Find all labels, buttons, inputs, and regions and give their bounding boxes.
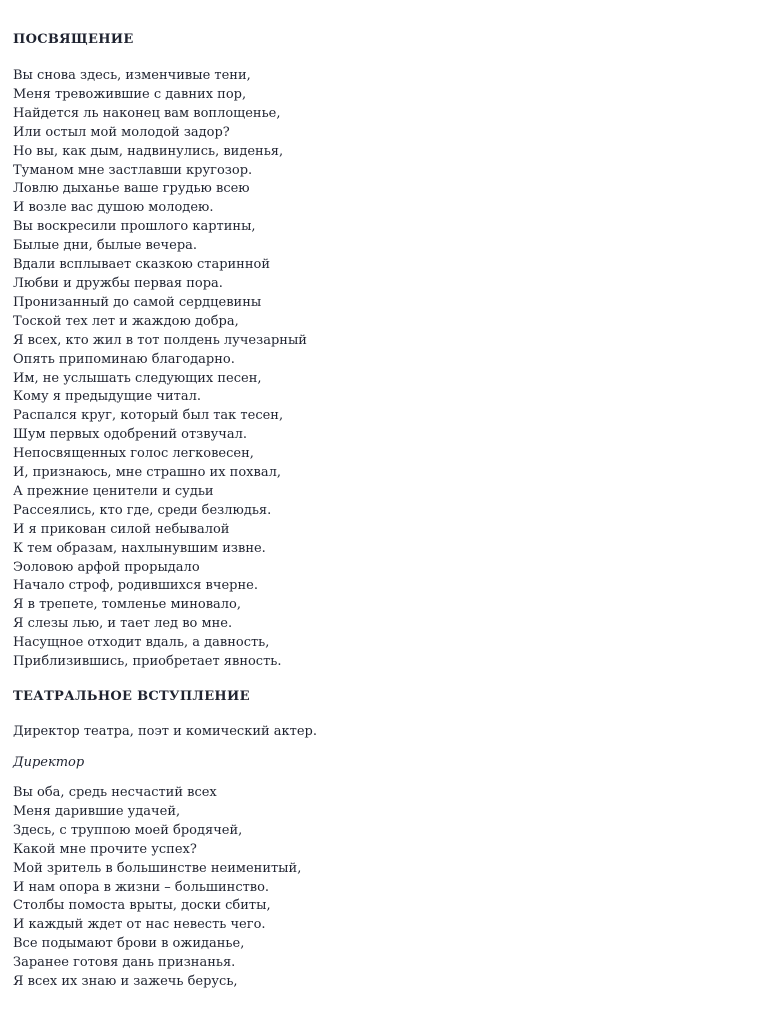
speaker-name: Директор bbox=[13, 755, 85, 770]
poem-stanza-prologue bbox=[13, 784, 755, 992]
poem-line: Вы воскресили прошлого картины, bbox=[13, 219, 256, 235]
poem-line: И я прикован силой небывалой bbox=[13, 521, 230, 537]
poem-line: Вы снова здесь, изменчивые тени, bbox=[13, 68, 251, 83]
poem-line: Насущное отходит вдаль, а давность, bbox=[13, 635, 270, 651]
poem-line: Им, не услышать следующих песен, bbox=[13, 370, 262, 386]
poem-line: Я всех, кто жил в тот полдень лучезарный bbox=[13, 332, 307, 348]
poem-line: Заранее готовя дань признанья. bbox=[13, 955, 236, 971]
poem-line: И нам опора в жизни – большинство. bbox=[13, 879, 270, 895]
poem-line: Любви и дружбы первая пора. bbox=[13, 275, 223, 291]
poem-line: Кому я предыдущие читал. bbox=[13, 389, 201, 405]
poem-line: Непосвященных голос легковесен, bbox=[13, 446, 254, 462]
poem-line: К тем образам, нахлынувшим извне. bbox=[13, 540, 266, 556]
poem-line: Былые дни, былые вечера. bbox=[13, 238, 198, 254]
poem-line: Я всех их знаю и зажечь берусь, bbox=[13, 974, 238, 990]
poem-line: Тоской тех лет и жаждою добра, bbox=[13, 313, 239, 329]
poem-line: Начало строф, родившихся вчерне. bbox=[13, 578, 258, 594]
stage-direction: Директор театра, поэт и комический актер. bbox=[13, 724, 318, 739]
section-title-dedication: ПОСВЯЩЕНИЕ bbox=[13, 32, 134, 47]
poem-line: Все подымают брови в ожиданье, bbox=[13, 936, 245, 952]
poem-line: Найдется ль наконец вам воплощенье, bbox=[13, 105, 281, 121]
poem-line: Меня тревожившие с давних пор, bbox=[13, 86, 247, 102]
poem-line: Какой мне прочите успех? bbox=[13, 841, 197, 857]
poem-line: Опять припоминаю благодарно. bbox=[13, 351, 235, 367]
poem-line: И возле вас душою молодею. bbox=[13, 200, 214, 216]
poem-line: Эоловою арфой прорыдало bbox=[13, 559, 200, 575]
poem-stanza-dedication bbox=[13, 67, 755, 672]
poem-line: Я в трепете, томленье миновало, bbox=[13, 597, 242, 613]
poem-line: Приблизившись, приобретает явность. bbox=[13, 654, 282, 670]
poem-line: Столбы помоста врыты, доски сбиты, bbox=[13, 898, 271, 914]
poem-line: Рассеялись, кто где, среди безлюдья. bbox=[13, 502, 272, 518]
poem-line: Ловлю дыханье ваше грудью всею bbox=[13, 181, 250, 197]
poem-line: Мой зритель в большинстве неименитый, bbox=[13, 860, 302, 876]
poem-line: Распался круг, который был так тесен, bbox=[13, 408, 284, 424]
poem-line: Вдали всплывает сказкою старинной bbox=[13, 257, 270, 273]
poem-line: И каждый ждет от нас невесть чего. bbox=[13, 917, 266, 933]
poem-line: Вы оба, средь несчастий всех bbox=[13, 785, 217, 800]
poem-line: И, признаюсь, мне страшно их похвал, bbox=[13, 465, 281, 481]
poem-line: Я слезы лью, и тает лед во мне. bbox=[13, 616, 233, 632]
poem-line: Пронизанный до самой сердцевины bbox=[13, 294, 262, 310]
poem-line: А прежние ценители и судьи bbox=[13, 483, 214, 499]
poem-line: Туманом мне застлавши кругозор. bbox=[13, 162, 253, 178]
poem-line: Меня дарившие удачей, bbox=[13, 803, 181, 819]
poem-line: Шум первых одобрений отзвучал. bbox=[13, 427, 247, 443]
section-title-prologue: ТЕАТРАЛЬНОЕ ВСТУПЛЕНИЕ bbox=[13, 689, 250, 704]
poem-line: Здесь, с труппою моей бродячей, bbox=[13, 822, 243, 838]
poem-line: Но вы, как дым, надвинулись, виденья, bbox=[13, 143, 284, 159]
poem-line: Или остыл мой молодой задор? bbox=[13, 124, 230, 140]
